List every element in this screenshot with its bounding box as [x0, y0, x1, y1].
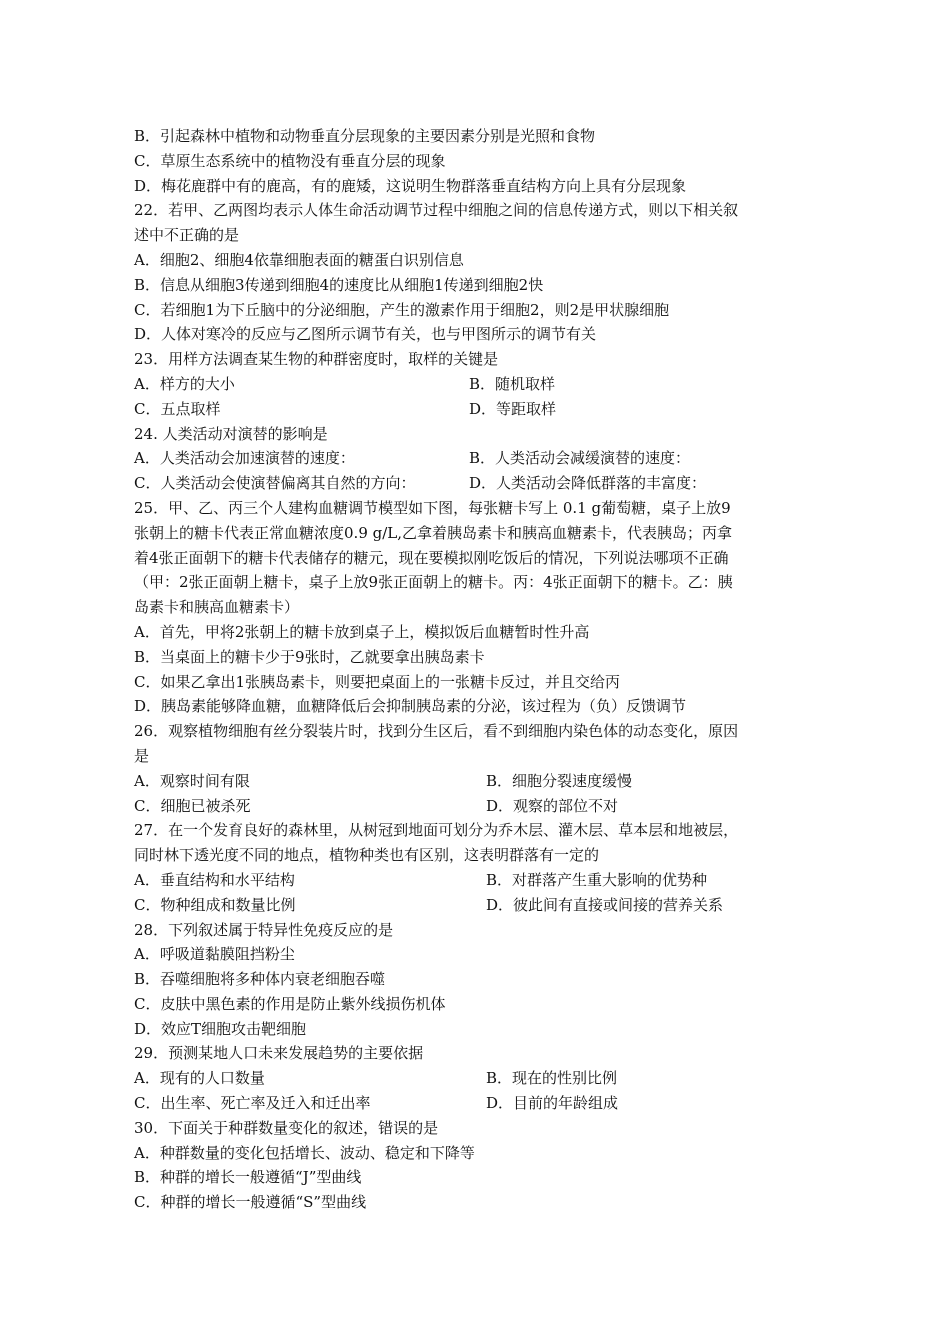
option-row	[134, 397, 824, 422]
text-line: 张朝上的糖卡代表正常血糖浓度0.9 g/L,乙拿着胰岛素卡和胰高血糖素卡，代表胰岛；丙拿	[134, 523, 733, 542]
option-c: C．细胞已被杀死	[134, 796, 251, 815]
text-line: 27．在一个发育良好的森林里，从树冠到地面可划分为乔木层、灌木层、草本层和地被层，	[134, 821, 739, 840]
text-line: D．梅花鹿群中有的鹿高，有的鹿矮，这说明生物群落垂直结构方向上具有分层现象	[134, 176, 687, 195]
option-row	[134, 1066, 824, 1091]
text-line: B．引起森林中植物和动物垂直分层现象的主要因素分别是光照和食物	[134, 127, 596, 145]
text-line: A．呼吸道黏膜阻挡粉尘	[134, 945, 295, 964]
text-line: A．种群数量的变化包括增长、波动、稳定和下降等	[134, 1143, 475, 1162]
question-text	[134, 124, 824, 1215]
text-line: C．皮肤中黑色素的作用是防止紫外线损伤机体	[134, 994, 446, 1013]
text-line: 是	[134, 746, 150, 765]
text-line: B．信息从细胞3传递到细胞4的速度比从细胞1传递到细胞2快	[134, 275, 544, 294]
option-d: D．等距取样	[469, 399, 557, 418]
option-b: B．细胞分裂速度缓慢	[486, 771, 633, 790]
option-row	[134, 868, 824, 893]
text-line: D．人体对寒冷的反应与乙图所示调节有关，也与甲图所示的调节有关	[134, 325, 597, 344]
option-a: A．垂直结构和水平结构	[134, 870, 295, 889]
option-row	[134, 769, 824, 794]
option-b: B．随机取样	[469, 374, 556, 393]
option-d: D．观察的部位不对	[486, 796, 619, 815]
text-line: D．胰岛素能够降血糖，血糖降低后会抑制胰岛素的分泌，该过程为（负）反馈调节	[134, 697, 687, 716]
option-b: B．人类活动会减缓演替的速度：	[469, 449, 691, 468]
text-line: 30．下面关于种群数量变化的叙述，错误的是	[134, 1118, 439, 1137]
option-c: C．物种组成和数量比例	[134, 895, 296, 914]
option-row	[134, 1091, 824, 1116]
option-c: C．五点取样	[134, 399, 221, 418]
option-row	[134, 794, 824, 819]
option-row	[134, 372, 824, 397]
text-line: 着4张正面朝下的糖卡代表储存的糖元，现在要模拟刚吃饭后的情况，下列说法哪项不正确	[134, 548, 729, 567]
text-line: B．当桌面上的糖卡少于9张时，乙就要拿出胰岛素卡	[134, 647, 485, 666]
text-line: C．若细胞1为下丘脑中的分泌细胞，产生的激素作用于细胞2，则2是甲状腺细胞	[134, 300, 670, 319]
text-line: C．种群的增长一般遵循“S”型曲线	[134, 1193, 367, 1212]
question-stem: 24. 人类活动对演替的影响是	[134, 424, 328, 443]
text-line: 26．观察植物细胞有丝分裂装片时，找到分生区后，看不到细胞内染色体的动态变化，原因	[134, 722, 739, 741]
option-d: D．目前的年龄组成	[486, 1094, 619, 1113]
text-line: 22．若甲、乙两图均表示人体生命活动调节过程中细胞之间的信息传递方式，则以下相关叙	[134, 201, 739, 220]
option-d: D．人类活动会降低群落的丰富度：	[469, 474, 707, 493]
option-a: A．现有的人口数量	[134, 1069, 265, 1088]
text-line: C．草原生态系统中的植物没有垂直分层的现象	[134, 151, 446, 170]
option-a: A．人类活动会加速演替的速度：	[134, 449, 355, 468]
option-a: A．样方的大小	[134, 374, 235, 393]
text-line: A．首先，甲将2张朝上的糖卡放到桌子上，模拟饭后血糖暂时性升高	[134, 622, 590, 641]
text-line: 29．预测某地人口未来发展趋势的主要依据	[134, 1044, 424, 1063]
text-line: A．细胞2、细胞4依靠细胞表面的糖蛋白识别信息	[134, 250, 464, 269]
text-line: 23．用样方法调查某生物的种群密度时，取样的关键是	[134, 350, 499, 369]
text-line: C．如果乙拿出1张胰岛素卡，则要把桌面上的一张糖卡反过，并且交给丙	[134, 672, 621, 691]
text-line: B．吞噬细胞将多种体内衰老细胞吞噬	[134, 970, 386, 989]
text-line: 岛素卡和胰高血糖素卡）	[134, 598, 300, 617]
option-d: D．彼此间有直接或间接的营养关系	[486, 895, 724, 914]
text-line: D．效应T细胞攻击靶细胞	[134, 1019, 307, 1038]
option-row	[134, 893, 824, 918]
option-c: C．人类活动会使演替偏离其自然的方向：	[134, 474, 416, 493]
option-c: C．出生率、死亡率及迁入和迁出率	[134, 1094, 371, 1113]
option-row	[134, 471, 824, 496]
text-line: 述中不正确的是	[134, 226, 240, 245]
option-row	[134, 446, 824, 471]
option-b: B．现在的性别比例	[486, 1069, 618, 1088]
text-line: 28．下列叙述属于特异性免疫反应的是	[134, 920, 394, 939]
text-line: B．种群的增长一般遵循“J”型曲线	[134, 1168, 362, 1187]
text-line: 同时林下透光度不同的地点，植物种类也有区别，这表明群落有一定的	[134, 846, 600, 865]
option-a: A．观察时间有限	[134, 771, 250, 790]
option-b: B．对群落产生重大影响的优势种	[486, 870, 708, 889]
text-line: 25．甲、乙、丙三个人建构血糖调节模型如下图，每张糖卡写上 0.1 g葡萄糖，桌子上放9	[134, 498, 731, 517]
text-line: （甲：2张正面朝上糖卡，桌子上放9张正面朝上的糖卡。丙：4张正面朝下的糖卡。乙：胰	[134, 573, 733, 592]
